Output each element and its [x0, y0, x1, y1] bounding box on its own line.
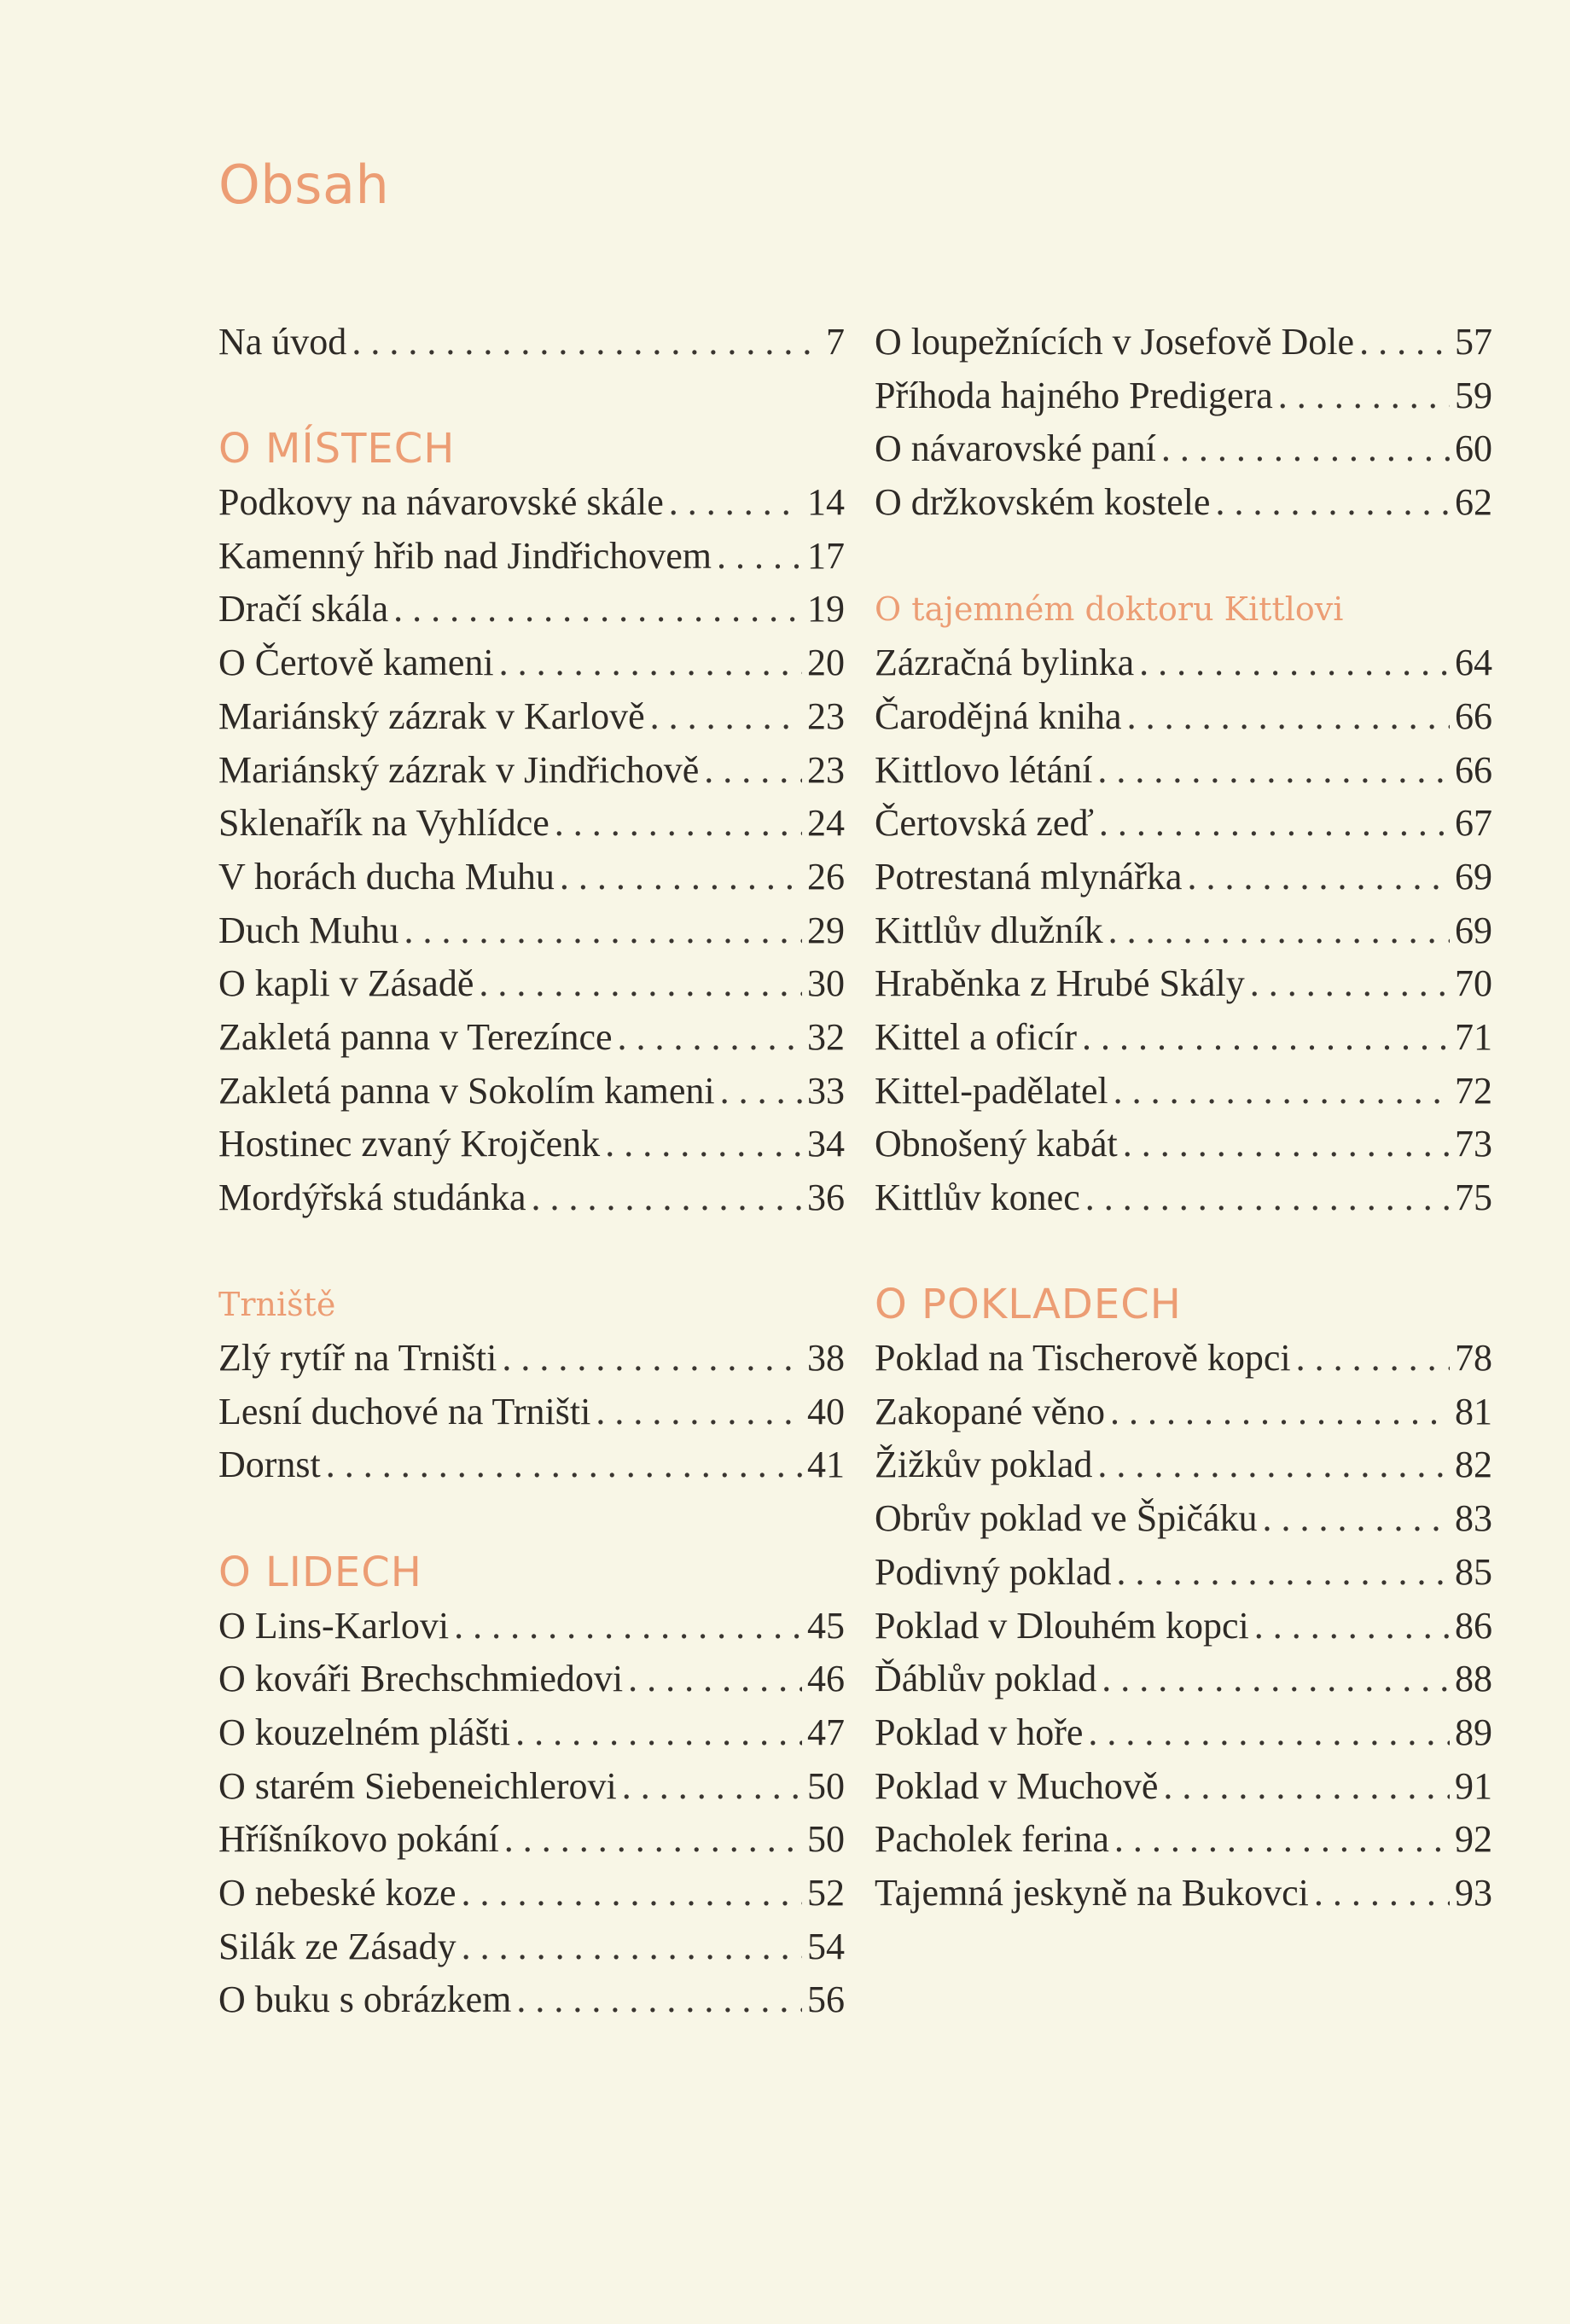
spacer: [218, 1492, 845, 1546]
toc-entry-title: Příhoda hajného Predigera: [875, 374, 1273, 416]
toc-entry-title: Poklad v hoře: [875, 1711, 1084, 1753]
dot-leader: [1262, 1492, 1450, 1546]
toc-entry-page: 73: [1455, 1123, 1492, 1165]
toc-entry[interactable]: [875, 316, 1492, 369]
toc-entry[interactable]: [875, 1600, 1492, 1653]
toc-entry[interactable]: [218, 476, 845, 530]
toc-entry-page: 23: [807, 748, 845, 791]
dot-leader: [650, 690, 802, 744]
toc-entry[interactable]: [875, 904, 1492, 958]
toc-entry-page: 89: [1455, 1711, 1492, 1753]
toc-entry-title: O starém Siebeneichlerovi: [218, 1764, 617, 1807]
toc-entry-title: Zázračná bylinka: [875, 642, 1135, 684]
toc-entry[interactable]: [218, 797, 845, 851]
dot-leader: [1114, 1065, 1450, 1118]
toc-entry[interactable]: [875, 797, 1492, 851]
toc-entry-page: 93: [1455, 1871, 1492, 1914]
toc-entry[interactable]: [875, 851, 1492, 904]
toc-entry[interactable]: [218, 1332, 845, 1386]
toc-entry-title: O kapli v Zásadě: [218, 962, 474, 1005]
toc-entry[interactable]: [875, 476, 1492, 530]
toc-entry[interactable]: [875, 1760, 1492, 1814]
toc-entry[interactable]: [218, 690, 845, 744]
dot-leader: [462, 1867, 802, 1920]
toc-entry[interactable]: [875, 957, 1492, 1011]
toc-entry-title: O kouzelném plášti: [218, 1711, 511, 1753]
toc-entry-title: Žižkův poklad: [875, 1444, 1093, 1486]
toc-entry-page: 59: [1455, 374, 1492, 416]
toc-entry-page: 50: [807, 1764, 845, 1807]
toc-entry[interactable]: [875, 1813, 1492, 1867]
dot-leader: [1110, 1386, 1450, 1439]
toc-entry-page: 46: [807, 1658, 845, 1700]
toc-right-column: [875, 316, 1492, 1920]
toc-entry[interactable]: [218, 1973, 845, 2027]
toc-entry[interactable]: [875, 369, 1492, 423]
toc-entry-page: 24: [807, 802, 845, 845]
toc-entry-title: Sklenařík na Vyhlídce: [218, 802, 550, 845]
dot-leader: [1278, 369, 1450, 423]
dot-leader: [1187, 851, 1450, 904]
spacer: [875, 530, 1492, 584]
toc-entry[interactable]: [875, 1011, 1492, 1065]
dot-leader: [462, 1920, 802, 1974]
toc-entry-title: Kittel-padělatel: [875, 1069, 1108, 1112]
dot-leader: [532, 1171, 803, 1225]
toc-entry-title: Hříšníkovo pokání: [218, 1818, 499, 1861]
toc-entry-title: Poklad na Tischerově kopci: [875, 1337, 1291, 1380]
dot-leader: [622, 1760, 802, 1814]
toc-entry-page: 62: [1455, 481, 1492, 524]
toc-entry-page: 54: [807, 1925, 845, 1967]
toc-entry[interactable]: [218, 744, 845, 798]
toc-entry-title: Dračí skála: [218, 588, 389, 630]
dot-leader: [605, 1118, 802, 1171]
toc-entry[interactable]: [875, 1867, 1492, 1920]
toc-entry-page: 14: [807, 481, 845, 524]
section-heading: O tajemném doktoru Kittlovi: [875, 590, 1344, 629]
toc-entry-title: Kittlův dlužník: [875, 909, 1103, 951]
toc-entry[interactable]: [218, 957, 845, 1011]
toc-entry-page: 70: [1455, 962, 1492, 1005]
toc-entry-page: 92: [1455, 1818, 1492, 1861]
dot-leader: [1314, 1867, 1450, 1920]
toc-entry[interactable]: [218, 1867, 845, 1920]
toc-entry-title: O nebeské koze: [218, 1871, 456, 1914]
toc-entry-page: 83: [1455, 1497, 1492, 1540]
toc-entry-title: Poklad v Dlouhém kopci: [875, 1604, 1249, 1647]
toc-entry[interactable]: [218, 1118, 845, 1171]
toc-entry-title: O loupežnících v Josefově Dole: [875, 321, 1355, 363]
toc-entry-title: Tajemná jeskyně na Bukovci: [875, 1871, 1309, 1914]
dot-leader: [393, 583, 802, 636]
toc-entry-page: 64: [1455, 642, 1492, 684]
toc-entry-page: 29: [807, 909, 845, 951]
dot-leader: [1085, 1171, 1450, 1225]
dot-leader: [555, 797, 802, 851]
page-title: Obsah: [218, 154, 390, 216]
toc-entry-page: 78: [1455, 1337, 1492, 1380]
toc-entry-page: 72: [1455, 1069, 1492, 1112]
dot-leader: [1108, 904, 1450, 958]
toc-entry-title: O kováři Brechschmiedovi: [218, 1658, 624, 1700]
toc-entry-title: Zlý rytíř na Trništi: [218, 1337, 497, 1380]
toc-entry-title: Obnošený kabát: [875, 1123, 1118, 1165]
toc-entry-page: 30: [807, 962, 845, 1005]
toc-entry-page: 81: [1455, 1390, 1492, 1432]
toc-entry-page: 34: [807, 1123, 845, 1165]
dot-leader: [1250, 957, 1450, 1011]
toc-entry-title: O Čertově kameni: [218, 642, 494, 684]
spacer: [218, 1225, 845, 1279]
dot-leader: [717, 530, 802, 584]
dot-leader: [454, 1600, 802, 1653]
dot-leader: [1139, 636, 1450, 690]
toc-entry-title: Mariánský zázrak v Karlově: [218, 694, 645, 737]
toc-entry-page: 91: [1455, 1764, 1492, 1807]
toc-entry-page: 41: [807, 1444, 845, 1486]
dot-leader: [499, 636, 802, 690]
toc-entry-title: Mordýřská studánka: [218, 1177, 526, 1218]
dot-leader: [618, 1011, 802, 1065]
toc-entry[interactable]: [875, 422, 1492, 476]
toc-entry-page: 66: [1455, 694, 1492, 737]
dot-leader: [516, 1973, 802, 2027]
toc-entry-title: Zakletá panna v Terezínce: [218, 1015, 613, 1058]
toc-entry-title: Poklad v Muchově: [875, 1764, 1159, 1807]
toc-entry[interactable]: [875, 690, 1492, 744]
toc-entry-page: 23: [807, 694, 845, 737]
toc-entry[interactable]: [875, 1546, 1492, 1600]
dot-leader: [1296, 1332, 1450, 1386]
dot-leader: [502, 1332, 802, 1386]
dot-leader: [560, 851, 802, 904]
section-heading: Trniště: [218, 1286, 336, 1324]
toc-entry[interactable]: [875, 636, 1492, 690]
toc-entry[interactable]: [218, 1706, 845, 1760]
toc-entry-title: Dornst: [218, 1444, 321, 1486]
dot-leader: [326, 1438, 802, 1492]
toc-entry-page: 40: [807, 1390, 845, 1432]
toc-entry-title: Na úvod: [218, 321, 347, 363]
toc-entry-page: 20: [807, 642, 845, 684]
toc-entry[interactable]: [875, 1438, 1492, 1492]
toc-entry-title: V horách ducha Muhu: [218, 855, 555, 898]
dot-leader: [1097, 744, 1450, 798]
toc-entry[interactable]: [218, 1653, 845, 1706]
section-heading: O MÍSTECH: [218, 425, 456, 474]
toc-entry-title: Potrestaná mlynářka: [875, 855, 1183, 898]
toc-entry[interactable]: [218, 904, 845, 958]
dot-leader: [1215, 476, 1450, 530]
toc-entry-page: 26: [807, 855, 845, 898]
dot-leader: [1097, 1438, 1450, 1492]
toc-entry-page: 82: [1455, 1444, 1492, 1486]
toc-entry[interactable]: [875, 1332, 1492, 1386]
toc-entry-page: 38: [807, 1337, 845, 1380]
dot-leader: [515, 1706, 802, 1760]
toc-entry-page: 50: [807, 1818, 845, 1861]
toc-entry[interactable]: [218, 1171, 845, 1225]
toc-entry-title: Ďáblův poklad: [875, 1658, 1097, 1700]
toc-entry-page: 33: [807, 1069, 845, 1112]
dot-leader: [720, 1065, 802, 1118]
dot-leader: [1127, 690, 1450, 744]
toc-entry-title: Kamenný hřib nad Jindřichovem: [218, 534, 712, 577]
dot-leader: [1082, 1011, 1450, 1065]
toc-entry[interactable]: [875, 1118, 1492, 1171]
toc-entry-title: O držkovském kostele: [875, 481, 1211, 524]
dot-leader: [1114, 1813, 1450, 1867]
dot-leader: [704, 744, 802, 798]
toc-entry-page: 60: [1455, 427, 1492, 470]
toc-entry-page: 52: [807, 1871, 845, 1914]
dot-leader: [1102, 1653, 1450, 1706]
toc-entry-page: 75: [1455, 1177, 1492, 1218]
toc-entry-page: 85: [1455, 1550, 1492, 1593]
toc-entry-page: 57: [1455, 321, 1492, 363]
toc-entry-page: 36: [807, 1177, 845, 1218]
section-heading: O LIDECH: [218, 1548, 422, 1596]
dot-leader: [1116, 1546, 1450, 1600]
dot-leader: [1254, 1600, 1450, 1653]
dot-leader: [404, 904, 802, 958]
toc-entry[interactable]: [218, 1011, 845, 1065]
toc-entry-page: 86: [1455, 1604, 1492, 1647]
toc-entry-title: Duch Muhu: [218, 909, 399, 951]
toc-entry-title: Mariánský zázrak v Jindřichově: [218, 748, 700, 791]
toc-entry-title: Kittlův konec: [875, 1177, 1080, 1218]
toc-entry[interactable]: [218, 851, 845, 904]
dot-leader: [1359, 316, 1450, 369]
toc-entry-page: 17: [807, 534, 845, 577]
toc-entry-title: Hostinec zvaný Krojčenk: [218, 1123, 601, 1165]
toc-entry-page: 69: [1455, 909, 1492, 951]
toc-entry[interactable]: [218, 530, 845, 584]
toc-left-column: [218, 316, 845, 2027]
toc-entry-title: O Lins-Karlovi: [218, 1604, 450, 1647]
toc-entry-title: Pacholek ferina: [875, 1818, 1109, 1861]
toc-entry[interactable]: [875, 1386, 1492, 1439]
toc-entry-title: Hraběnka z Hrubé Skály: [875, 962, 1245, 1005]
toc-entry-page: 47: [807, 1711, 845, 1753]
toc-entry[interactable]: [218, 316, 845, 369]
toc-entry-title: O návarovské paní: [875, 427, 1156, 470]
dot-leader: [596, 1386, 802, 1439]
toc-entry[interactable]: [218, 1065, 845, 1118]
dot-leader: [1161, 422, 1450, 476]
toc-entry-page: 88: [1455, 1658, 1492, 1700]
toc-entry[interactable]: [875, 1653, 1492, 1706]
toc-entry[interactable]: [218, 1760, 845, 1814]
spacer: [875, 1225, 1492, 1279]
section-heading: O POKLADECH: [875, 1281, 1182, 1329]
dot-leader: [669, 476, 802, 530]
toc-entry-page: 66: [1455, 748, 1492, 791]
toc-entry-title: Obrův poklad ve Špičáku: [875, 1497, 1258, 1540]
toc-entry[interactable]: [875, 1065, 1492, 1118]
toc-entry-title: Čertovská zeď: [875, 802, 1094, 845]
dot-leader: [1123, 1118, 1450, 1171]
toc-entry-title: Čarodějná kniha: [875, 694, 1122, 737]
toc-entry-page: 45: [807, 1604, 845, 1647]
toc-entry[interactable]: [875, 1492, 1492, 1546]
toc-entry[interactable]: [875, 1171, 1492, 1225]
toc-entry-title: Silák ze Zásady: [218, 1925, 456, 1967]
dot-leader: [504, 1813, 802, 1867]
toc-entry-page: 67: [1455, 802, 1492, 845]
toc-entry[interactable]: [218, 1386, 845, 1439]
toc-entry-title: Podivný poklad: [875, 1550, 1112, 1593]
toc-entry-page: 56: [807, 1978, 845, 2021]
toc-entry-title: Zakopané věno: [875, 1390, 1105, 1432]
dot-leader: [1088, 1706, 1450, 1760]
toc-entry-page: 71: [1455, 1015, 1492, 1058]
toc-entry[interactable]: [218, 1813, 845, 1867]
toc-entry[interactable]: [218, 1438, 845, 1492]
toc-entry-title: Kittel a oficír: [875, 1015, 1078, 1058]
toc-entry[interactable]: [875, 744, 1492, 798]
toc-entry-page: 32: [807, 1015, 845, 1058]
toc-entry[interactable]: [218, 1600, 845, 1653]
dot-leader: [1163, 1760, 1450, 1814]
toc-entry[interactable]: [218, 636, 845, 690]
toc-entry-title: Lesní duchové na Trništi: [218, 1390, 591, 1432]
dot-leader: [628, 1653, 802, 1706]
toc-entry-title: Podkovy na návarovské skále: [218, 481, 664, 524]
toc-entry[interactable]: [218, 583, 845, 636]
toc-entry[interactable]: [875, 1706, 1492, 1760]
spacer: [218, 369, 845, 423]
dot-leader: [479, 957, 802, 1011]
toc-entry-page: 19: [807, 588, 845, 630]
toc-entry-title: Kittlovo létání: [875, 748, 1093, 791]
toc-entry[interactable]: [218, 1920, 845, 1974]
toc-entry-title: O buku s obrázkem: [218, 1978, 512, 2021]
toc-entry-page: 69: [1455, 855, 1492, 898]
toc-entry-page: 7: [826, 321, 845, 363]
dot-leader: [352, 316, 821, 369]
dot-leader: [1099, 797, 1450, 851]
toc-entry-title: Zakletá panna v Sokolím kameni: [218, 1069, 715, 1112]
